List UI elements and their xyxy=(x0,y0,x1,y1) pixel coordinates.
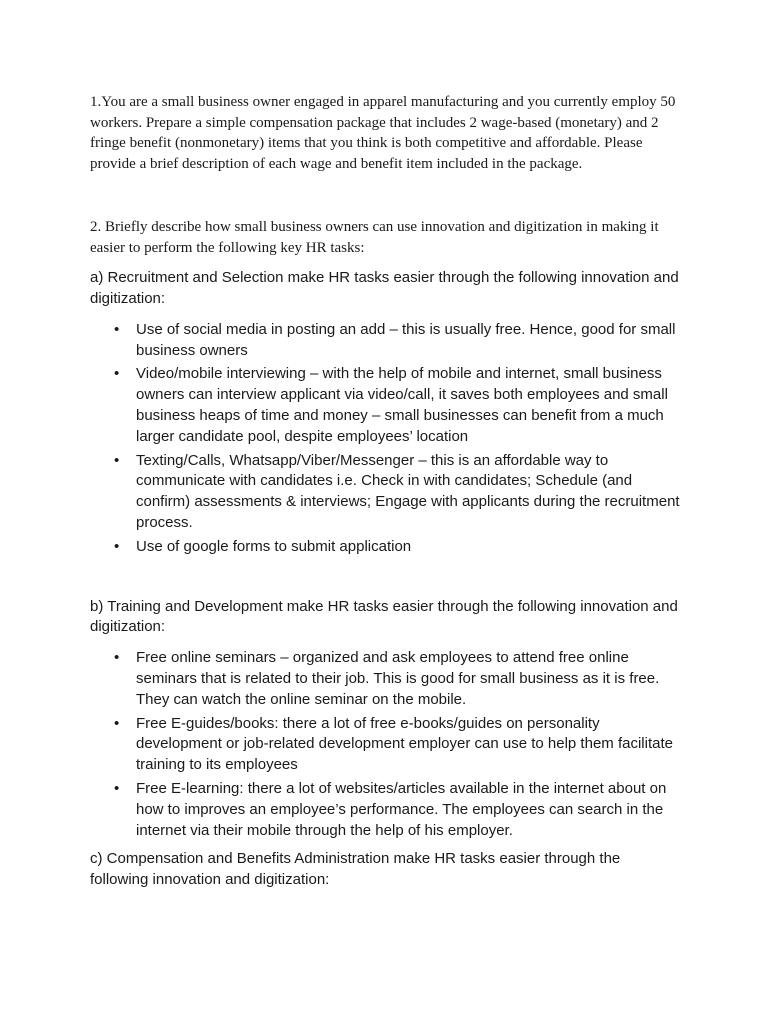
list-item xyxy=(90,714,680,776)
bullet-icon: • xyxy=(114,537,120,555)
list-item xyxy=(90,537,680,558)
section-a-list xyxy=(90,320,680,558)
question-2-paragraph: 2. Briefly describe how small business owners can use innovation and digitization in making it easier to perform the following key HR tasks: xyxy=(90,218,659,256)
list-item xyxy=(90,648,680,710)
list-item-text: Free E-learning: there a lot of websites/articles available in the internet about on how to improves an employee’s performance. The employees can search in the internet via their mobile through the help of his employer. xyxy=(136,779,667,839)
section-b-heading: b) Training and Development make HR tasks easier through the following innovation and digitization: xyxy=(90,597,678,636)
bullet-icon: • xyxy=(114,714,120,732)
list-item-text: Texting/Calls, Whatsapp/Viber/Messenger – this is an affordable way to communicate with candidates i.e. Check in with candidates; Schedule (and confirm) assessments & interviews; Engage with applicants during the recruitment process. xyxy=(136,451,680,531)
bullet-icon: • xyxy=(114,779,120,797)
list-item xyxy=(90,320,680,362)
bullet-icon: • xyxy=(114,365,120,383)
bullet-icon: • xyxy=(114,320,120,338)
list-item xyxy=(90,451,680,534)
list-item xyxy=(90,364,680,447)
list-item-text: Free online seminars – organized and ask employees to attend free online seminars that is related to their job. This is good for small business as it is free. They can watch the online seminar on the mobile. xyxy=(136,649,660,708)
section-a-heading: a) Recruitment and Selection make HR tasks easier through the following innovation and digitization: xyxy=(90,269,679,308)
list-item-text: Free E-guides/books: there a lot of free e-books/guides on personality development or job-related development employer can use to help them facilitate training to its employees xyxy=(136,714,673,774)
section-c-heading: c) Compensation and Benefits Administration make HR tasks easier through the following innovation and digitization: xyxy=(90,850,621,889)
question-1-paragraph: 1.You are a small business owner engaged in apparel manufacturing and you currently employ 50 workers. Prepare a simple compensation package that includes 2 wage-based (monetary) and 2 fringe benefit (nonmonetary) items that you think is both competitive and affordable. Please provide a brief description of each wage and benefit item included in the package. xyxy=(90,94,676,173)
list-item-text: Video/mobile interviewing – with the help of mobile and internet, small business owners can interview applicant via video/call, it saves both employees and small business heaps of time and money – small businesses can benefit from a much larger candidate pool, despite employees’ location xyxy=(136,365,668,445)
list-item-text: Use of social media in posting an add – this is usually free. Hence, good for small business owners xyxy=(136,320,676,359)
bullet-icon: • xyxy=(114,451,120,469)
list-item xyxy=(90,779,680,841)
bullet-icon: • xyxy=(114,649,120,667)
list-item-text: Use of google forms to submit application xyxy=(136,537,412,555)
document-page xyxy=(90,92,680,891)
section-b-list xyxy=(90,648,680,841)
